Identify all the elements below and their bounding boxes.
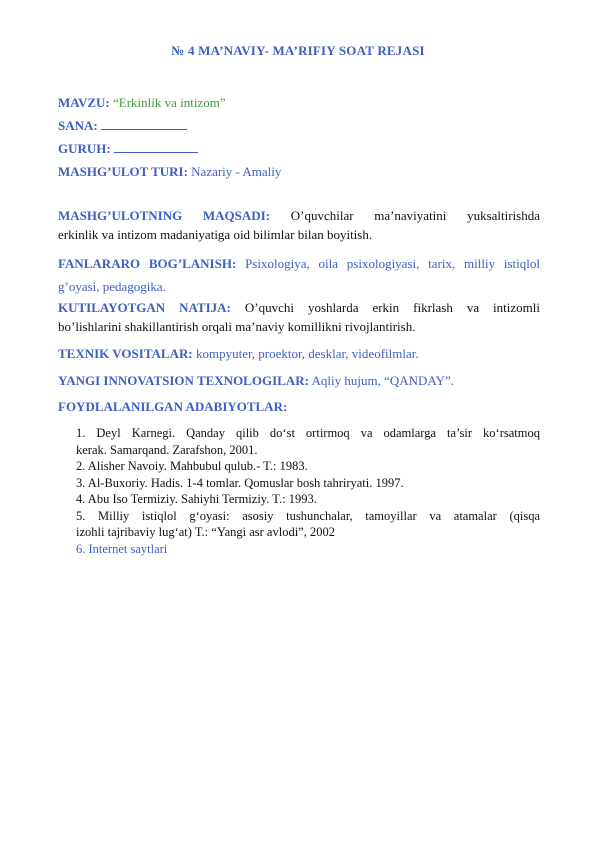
- texnik-value: kompyuter, proektor, desklar, videofilmlar.: [195, 346, 419, 361]
- reference-item: [76, 458, 540, 475]
- adabiyotlar-label: FOYDLALANILGAN ADABIYOTLAR:: [58, 399, 288, 414]
- adabiyotlar-heading-line: [58, 399, 287, 415]
- reference-item-line: 6. Internet saytlari: [76, 541, 168, 556]
- sana-label: SANA:: [58, 118, 98, 133]
- page-title: № 4 MA’NAVIY- MA’RIFIY SOAT REJASI: [171, 43, 425, 58]
- mashgulot-turi-line: [58, 164, 281, 180]
- texnik-line: [58, 346, 419, 362]
- reference-item: [76, 491, 540, 508]
- maqsad-text-1: O’quvchilar ma’naviyatini yuksaltirishda: [290, 208, 540, 223]
- reference-item: [76, 508, 540, 541]
- reference-item-line: 2. Alisher Navoiy. Mahbubul qulub.- T.: 1983.: [76, 459, 308, 473]
- maqsad-text-2: erkinlik va intizom madaniyatiga oid bilimlar bilan boyitish.: [58, 227, 373, 242]
- reference-item: [76, 541, 540, 558]
- fanlararo-paragraph: [58, 252, 540, 298]
- mavzu-value: “Erkinlik va intizom”: [113, 95, 226, 110]
- innovatsion-value: Aqliy hujum, “QANDAY”.: [311, 373, 454, 388]
- reference-item: [76, 475, 540, 492]
- sana-line: [58, 118, 187, 134]
- fanlararo-text-1: Psixologiya, oila psixologiyasi, tarix, milliy istiqlol: [245, 256, 540, 271]
- guruh-line: [58, 141, 198, 157]
- texnik-label: TEXNIK VOSITALAR:: [58, 346, 193, 361]
- reference-item-line: 4. Abu Iso Termiziy. Sahiyhi Termiziy. T.: 1993.: [76, 492, 317, 506]
- mashgulot-turi-label: MASHG’ULOT TURI:: [58, 164, 188, 179]
- fanlararo-label: FANLARARO BOG’LANISH:: [58, 256, 237, 271]
- reference-item-line: 3. Al-Buxoriy. Hadis. 1-4 tomlar. Qomuslar bosh tahriryati. 1997.: [76, 475, 404, 490]
- reference-item-line: 1. Deyl Karnegi. Qanday qilib do‘st ortirmoq va odamlarga ta’sir ko‘rsatmoq: [76, 426, 540, 440]
- mavzu-line: [58, 95, 226, 111]
- natija-text-2: bo’lishlarini shakillantirish orqali ma’naviy komillikni rivojlantirish.: [58, 319, 416, 334]
- natija-label: KUTILAYOTGAN NATIJA:: [58, 300, 231, 315]
- mavzu-label: MAVZU:: [58, 95, 110, 110]
- reference-item-line: kerak. Samarqand. Zarafshon, 2001.: [76, 442, 258, 457]
- guruh-label: GURUH:: [58, 141, 111, 156]
- reference-item-line: 5. Milliy istiqlol g‘oyasi: asosiy tushunchalar, tamoyillar va atamalar (qisqa: [76, 508, 540, 523]
- fanlararo-text-2: g’oyasi, pedagogika.: [58, 279, 166, 294]
- guruh-blank: [114, 141, 198, 153]
- reference-list: [76, 425, 540, 557]
- natija-paragraph: [58, 298, 540, 336]
- maqsad-label: MASHG’ULOTNING MAQSADI:: [58, 208, 271, 223]
- innovatsion-line: [58, 373, 454, 389]
- innovatsion-label: YANGI INNOVATSION TEXNOLOGILAR:: [58, 373, 309, 388]
- reference-item: [76, 425, 540, 458]
- reference-item-line: izohli tajribaviy lug‘at) T.: “Yangi asr avlodi”, 2002: [76, 525, 335, 539]
- maqsad-paragraph: [58, 206, 540, 244]
- sana-blank: [101, 118, 187, 130]
- mashgulot-turi-value: Nazariy - Amaliy: [191, 164, 282, 179]
- natija-text-1: O’quvchi yoshlarda erkin fikrlash va intizomli: [244, 300, 541, 315]
